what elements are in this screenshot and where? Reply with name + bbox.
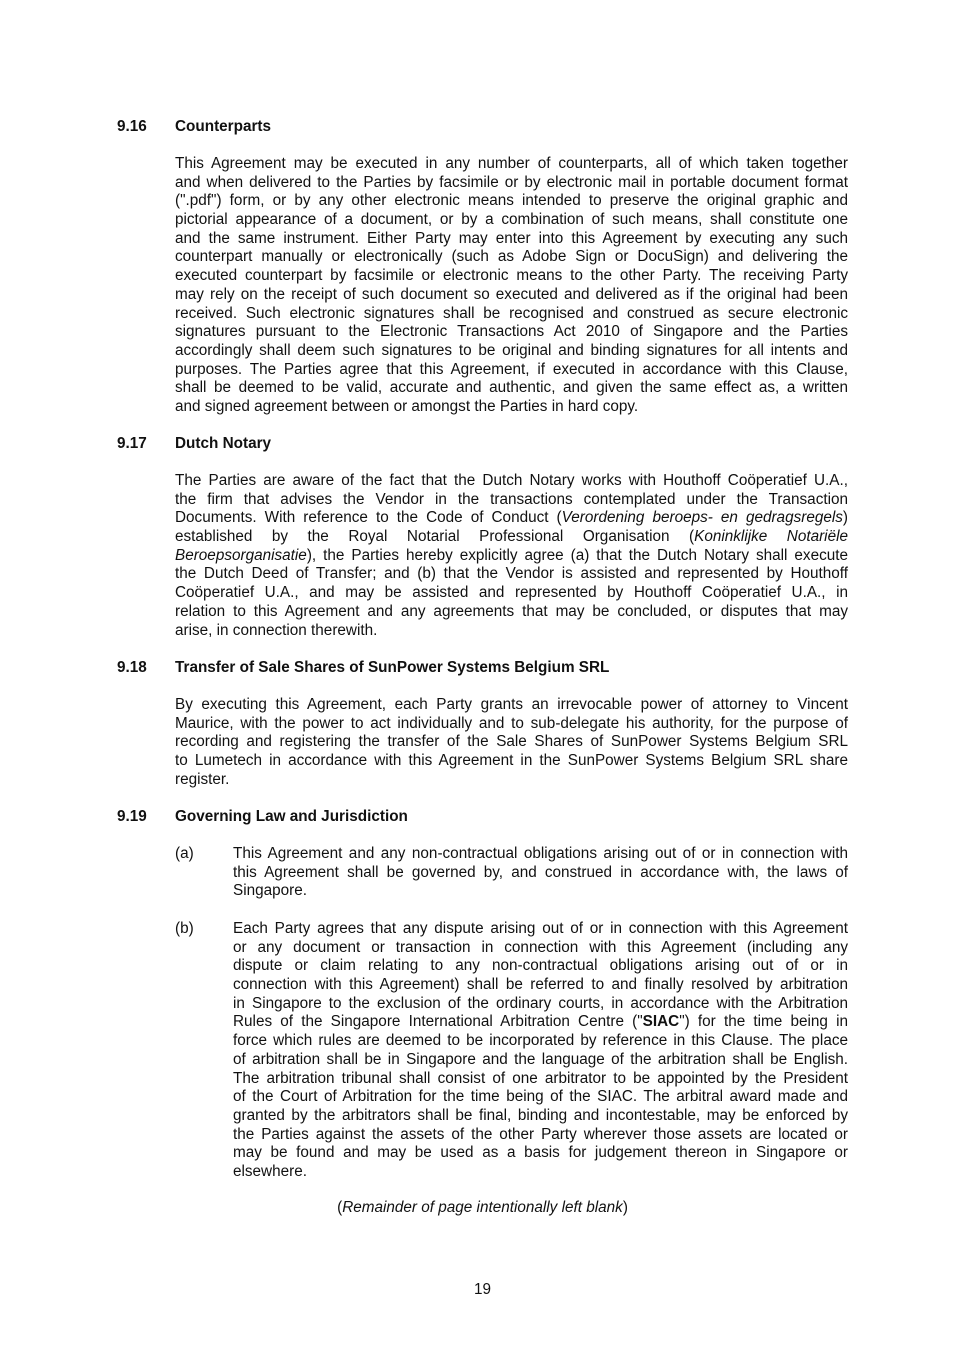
text-line: the firm that advises the Vendor in the transactions contemplated under the Transaction bbox=[175, 490, 848, 508]
text-line: of the Court of Arbitration for the time being of the SIAC. The arbitral award made and bbox=[233, 1088, 848, 1106]
section-title: Transfer of Sale Shares of SunPower Systems Belgium SRL bbox=[175, 659, 610, 676]
text-line: received. Such electronic signatures shall be recognised and construed as secure electronic bbox=[175, 304, 848, 322]
text-line: granted by the arbitrators shall be final, binding and incontestable, may be enforced by bbox=[233, 1106, 848, 1124]
text-line: executed counterpart by facsimile or electronic means to the other Party. The receiving Party bbox=[175, 267, 848, 285]
text-line: connection with this Agreement) shall be referred to and finally resolved by arbitration bbox=[233, 976, 848, 994]
text-line: this Agreement shall be governed by, and construed in accordance with, the laws of bbox=[233, 863, 848, 881]
subclause-body-a bbox=[233, 845, 848, 901]
text-line: the Parties against the assets of the other Party wherever those assets are located or bbox=[233, 1125, 848, 1143]
text-line: This Agreement and any non-contractual obligations arising out of or in connection with bbox=[233, 845, 848, 862]
text-line: Singapore. bbox=[233, 882, 307, 900]
text-line: counterpart manually or electronically (such as Adobe Sign or DocuSign) and delivering the bbox=[175, 248, 848, 266]
text-line: recording and registering the transfer of the Sale Shares of SunPower Systems Belgium SRL bbox=[175, 733, 848, 751]
text-line: (".pdf") form, or by any other electronic means intended to preserve the original graphic and bbox=[175, 192, 848, 210]
text-line: purposes. The Parties agree that this Agreement, if executed in accordance with this Clause, bbox=[175, 360, 848, 378]
text-line: Coöperatief U.A., and may be assisted and represented by Houthoff Coöperatief U.A., in bbox=[175, 584, 848, 602]
section-body-9-17 bbox=[175, 472, 848, 640]
text-line: elsewhere. bbox=[233, 1162, 307, 1180]
text-line: the Dutch Deed of Transfer; and (b) that the Vendor is assisted and represented by Houthoff bbox=[175, 565, 848, 583]
page-number: 19 bbox=[473, 1281, 491, 1298]
text-fragment: Rules of the Singapore International Arbitration Centre (" bbox=[233, 1013, 643, 1031]
text-line: and when delivered to the Parties by facsimile or by electronic mail in portable document format bbox=[175, 173, 848, 191]
paren-close: ) bbox=[622, 1199, 628, 1216]
text-fragment: ) bbox=[842, 509, 848, 527]
section-number: 9.16 bbox=[117, 118, 147, 135]
text-line: dispute or claim relating to any non-contractual obligations arising out of or in bbox=[233, 957, 848, 975]
text-line: in Singapore to the exclusion of the ordinary courts, in accordance with the Arbitration bbox=[233, 994, 848, 1012]
text-line: shall be deemed to be valid, accurate and authentic, and given the same effect as, a written bbox=[175, 379, 848, 397]
text-line: Maurice, with the power to act individually and to sub-delegate his authority, for the purpose of bbox=[175, 714, 848, 732]
text-line: may be found and may be used as a basis for judgement thereon in Singapore or bbox=[233, 1144, 848, 1162]
text-line: and signed agreement between or amongst the Parties in hard copy. bbox=[175, 397, 639, 415]
section-number: 9.19 bbox=[117, 808, 147, 825]
section-title: Counterparts bbox=[175, 118, 272, 135]
text-line: arise, in connection therewith. bbox=[175, 621, 378, 639]
paren-open: ( bbox=[337, 1199, 343, 1216]
section-number: 9.17 bbox=[117, 435, 147, 452]
text-line: or any document or transaction in connection with this Agreement (including any bbox=[233, 938, 848, 956]
section-title: Governing Law and Jurisdiction bbox=[175, 808, 408, 825]
text-line: and the same instrument. Either Party may enter into this Agreement by executing any such bbox=[175, 229, 848, 247]
text-line bbox=[175, 547, 848, 566]
text-line: force which rules are deemed to be incorporated by reference in this Clause. The place bbox=[233, 1032, 848, 1050]
italic-term: Verordening beroeps- en gedragsregels bbox=[561, 509, 843, 527]
italic-term: Beroepsorganisatie bbox=[175, 546, 307, 564]
text-line: Each Party agrees that any dispute arising out of or in connection with this Agreement bbox=[233, 920, 848, 937]
text-line: of arbitration shall be in Singapore and the language of the arbitration shall be English. bbox=[233, 1050, 848, 1068]
text-line: register. bbox=[175, 770, 230, 788]
text-line: signatures pursuant to the Electronic Transactions Act 2010 of Singapore and the Parties bbox=[175, 323, 848, 341]
subclause-marker-b: (b) bbox=[175, 920, 194, 937]
text-line: By executing this Agreement, each Party grants an irrevocable power of attorney to Vincent bbox=[175, 696, 848, 713]
text-line: accordingly shall deem such signatures to be original and binding signatures for all intents and bbox=[175, 341, 848, 359]
text-line: relation to this Agreement and any agreements that may be concluded, or disputes that may bbox=[175, 602, 848, 620]
text-line: may rely on the receipt of such document so executed and delivered as if the original had been bbox=[175, 285, 848, 303]
text-line: The Parties are aware of the fact that the Dutch Notary works with Houthoff Coöperatief U.A., bbox=[175, 472, 848, 489]
subclause-marker-a: (a) bbox=[175, 845, 194, 862]
text-line: to Lumetech in accordance with this Agreement in the SunPower Systems Belgium SRL share bbox=[175, 752, 848, 770]
text-fragment: ), the Parties hereby explicitly agree (a) that the Dutch Notary shall execute bbox=[306, 546, 848, 564]
remainder-text: Remainder of page intentionally left blank bbox=[342, 1199, 623, 1216]
text-line: This Agreement may be executed in any number of counterparts, all of which taken together bbox=[175, 155, 848, 172]
section-body-9-18 bbox=[175, 696, 848, 789]
text-line bbox=[233, 1013, 848, 1032]
text-line: pictorial appearance of a document, or by a combination of such means, shall constitute one bbox=[175, 211, 848, 229]
text-fragment: Documents. With reference to the Code of Conduct ( bbox=[175, 509, 562, 527]
text-fragment: established by the Royal Notarial Professional Organisation ( bbox=[175, 528, 695, 546]
section-title: Dutch Notary bbox=[175, 435, 272, 452]
text-fragment: ") for the time being in bbox=[679, 1013, 849, 1031]
section-body-9-16 bbox=[175, 155, 848, 417]
remainder-note bbox=[0, 1199, 965, 1217]
italic-term: Koninklijke Notariële bbox=[694, 528, 848, 546]
text-line bbox=[175, 528, 848, 547]
text-line bbox=[175, 509, 848, 528]
subclause-body-b bbox=[233, 920, 848, 1182]
section-number: 9.18 bbox=[117, 659, 147, 676]
text-line: The arbitration tribunal shall consist of one arbitrator to be appointed by the President bbox=[233, 1069, 848, 1087]
defined-term: SIAC bbox=[642, 1013, 680, 1031]
